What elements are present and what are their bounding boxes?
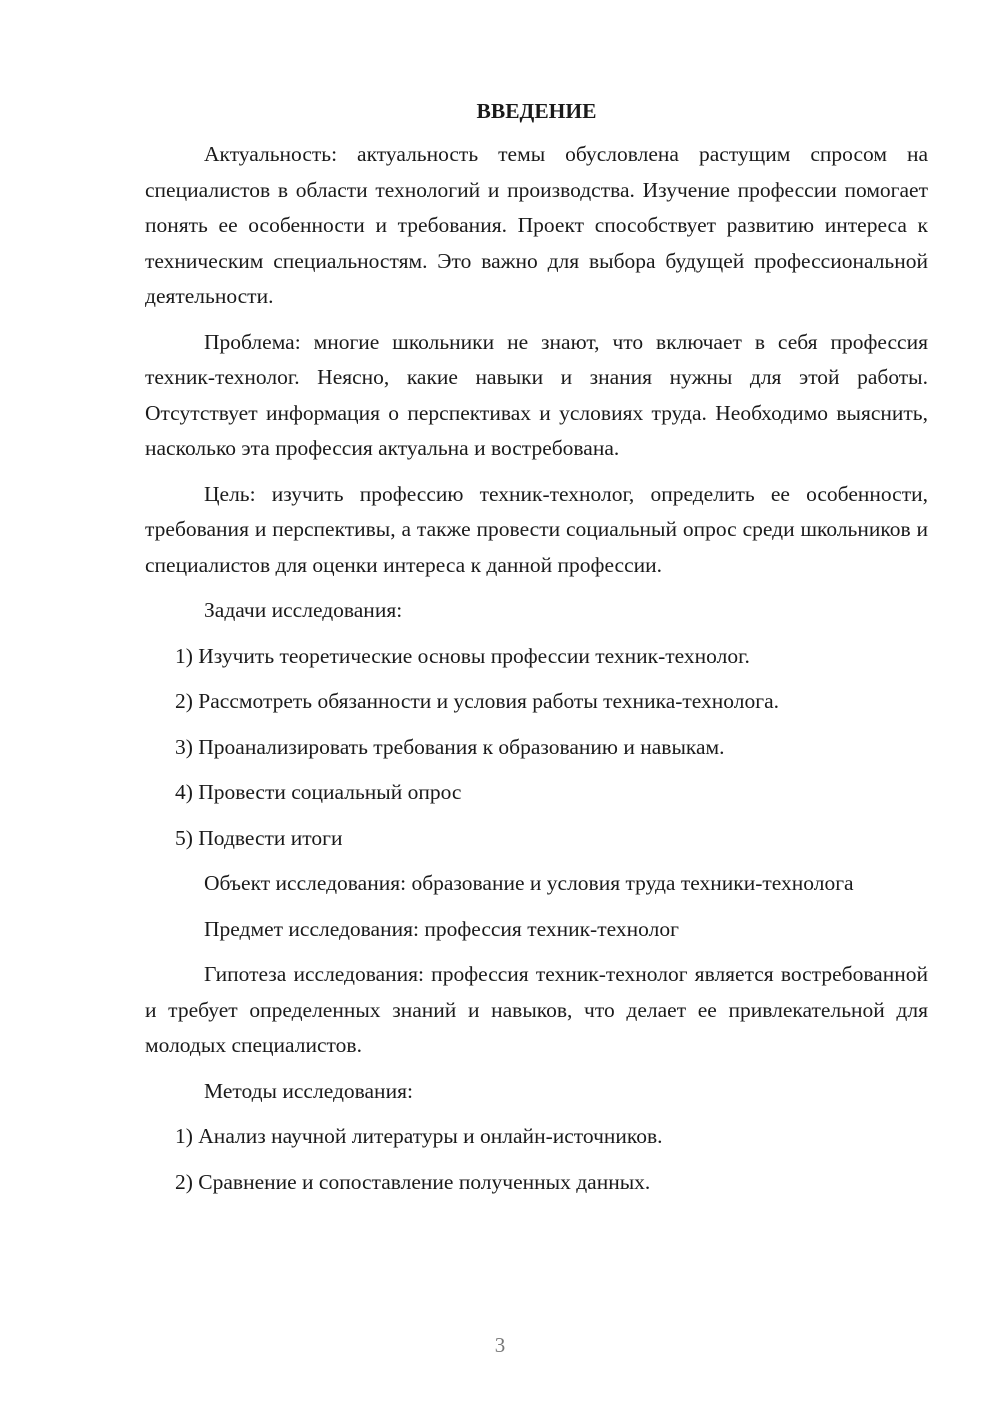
subject-paragraph: Предмет исследования: профессия техник-технолог	[204, 916, 679, 941]
tasks-heading: Задачи исследования:	[204, 598, 403, 622]
object-paragraph: Объект исследования: образование и условия труда техники-технолога	[204, 871, 854, 895]
method-item-2: 2) Сравнение и сопоставление полученных данных.	[175, 1169, 651, 1194]
goal-paragraph: Цель: изучить профессию техник-технолог, определить ее особенности, требования и перспективы, а также провести социальный опрос среди школьников и специалистов для оценки интереса к данной профессии.	[145, 481, 928, 577]
relevance-paragraph: Актуальность: актуальность темы обусловлена растущим спросом на специалистов в области технологий и производства. Изучение профессии помогает понять ее особенности и требования. Проект способствует развитию интереса к техническим специальностям. Это важно для выбора будущей профессиональной деятельности.	[145, 142, 928, 308]
task-item-2: 2) Рассмотреть обязанности и условия работы техника-технолога.	[175, 689, 779, 713]
page-title: ВВЕДЕНИЕ	[476, 99, 597, 123]
task-item-1: 1) Изучить теоретические основы профессии техник-технолог.	[175, 643, 750, 668]
methods-heading: Методы исследования:	[204, 1078, 413, 1103]
task-item-4: 4) Провести социальный опрос	[175, 780, 462, 804]
method-item-1: 1) Анализ научной литературы и онлайн-источников.	[175, 1124, 663, 1148]
document-page	[145, 96, 928, 1210]
task-item-5: 5) Подвести итоги	[175, 825, 343, 850]
hypothesis-paragraph: Гипотеза исследования: профессия техник-технолог является востребованной и требует определенных знаний и навыков, что делает ее привлекательной для молодых специалистов.	[145, 962, 928, 1057]
page-number: 3	[494, 1333, 506, 1357]
task-item-3: 3) Проанализировать требования к образованию и навыкам.	[175, 734, 725, 759]
problem-paragraph: Проблема: многие школьники не знают, что включает в себя профессия техник-технолог. Неясно, какие навыки и знания нужны для этой работы. Отсутствует информация о перспективах и условиях труда. Необходимо выяснить, насколько эта профессия актуальна и востребована.	[145, 329, 928, 460]
